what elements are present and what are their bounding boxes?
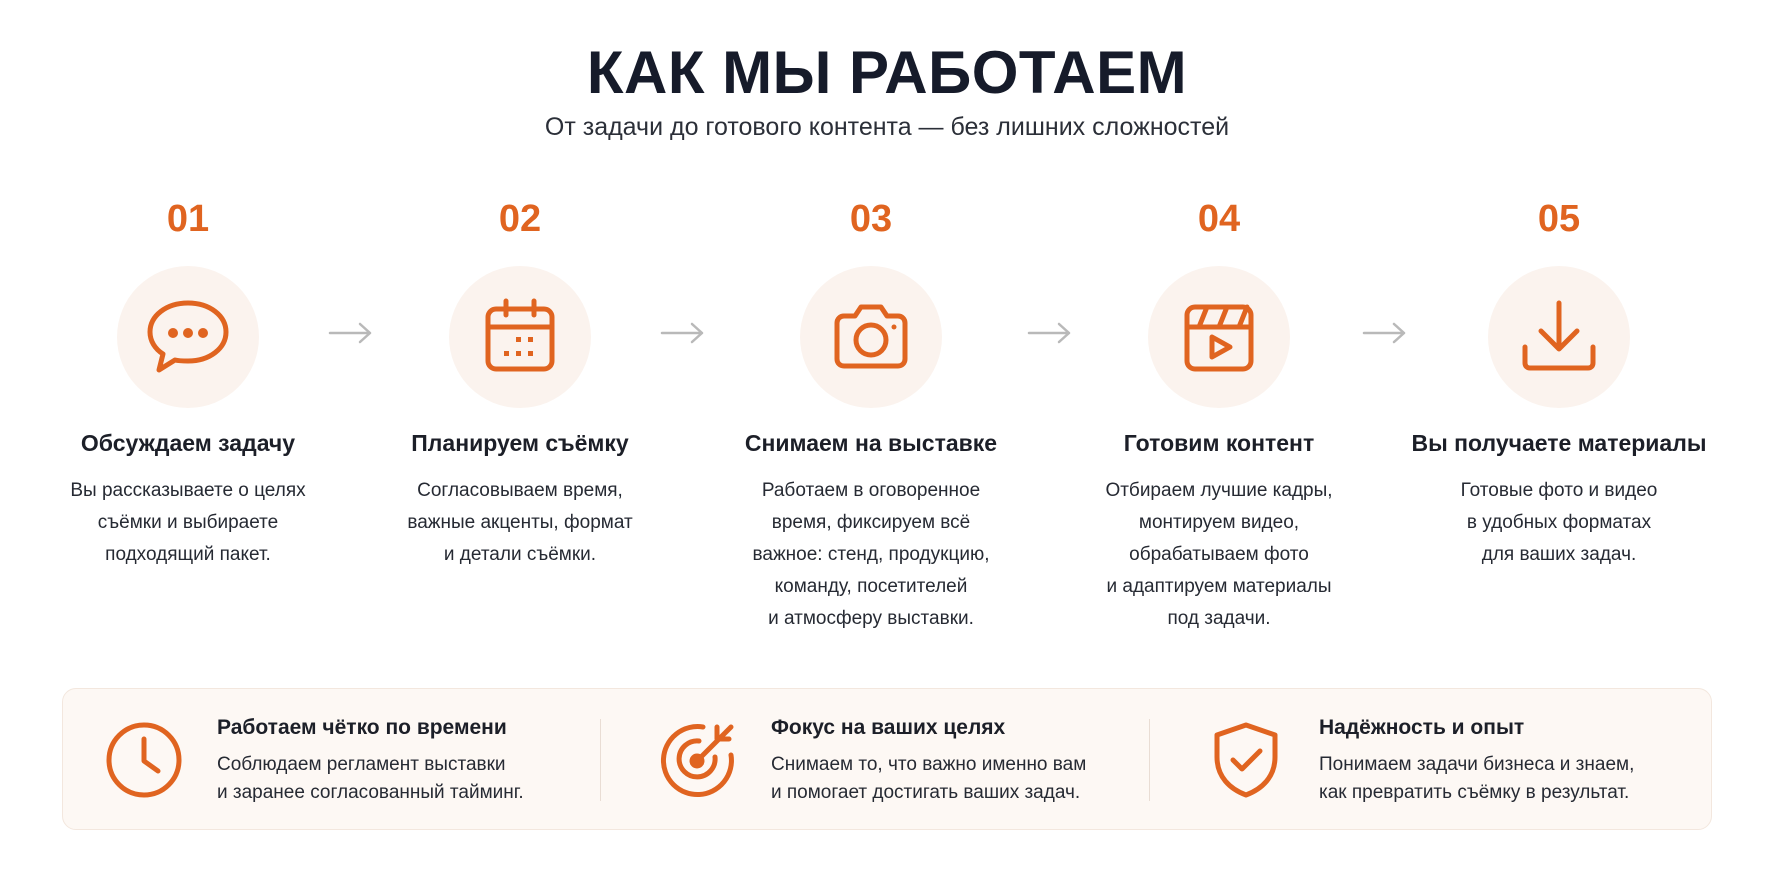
- arrow-right-icon: [1362, 321, 1408, 345]
- arrow-right-icon: [1027, 321, 1073, 345]
- step-title: Вы получаете материалы: [1411, 430, 1707, 456]
- camera-icon: [823, 289, 919, 385]
- shield-check-icon: [1203, 717, 1289, 803]
- step-icon-circle: [449, 266, 591, 408]
- step-description: Вы рассказываете о целях съёмки и выбираете подходящий пакет.: [70, 480, 306, 565]
- step-discuss: [38, 196, 338, 571]
- features-panel: [62, 688, 1712, 830]
- step-title: Снимаем на выставке: [744, 430, 998, 456]
- step-number: 03: [849, 198, 893, 240]
- feature-description: Соблюдаем регламент выставки и заранее согласованный тайминг.: [217, 754, 524, 803]
- clock-icon: [101, 717, 187, 803]
- step-icon-circle: [1488, 266, 1630, 408]
- step-icon-circle: [117, 266, 259, 408]
- clapperboard-icon: [1171, 289, 1267, 385]
- feature-description: Понимаем задачи бизнеса и знаем, как превратить съёмку в результат.: [1319, 754, 1635, 803]
- step-number: 02: [498, 198, 542, 240]
- calendar-icon: [472, 289, 568, 385]
- feature-icon: [101, 717, 187, 803]
- step-number: 04: [1197, 198, 1241, 240]
- step-description: Готовые фото и видео в удобных форматах для ваших задач.: [1460, 480, 1658, 565]
- step-prepare: [1069, 196, 1369, 635]
- target-icon: [655, 717, 741, 803]
- step-title: Обсуждаем задачу: [80, 430, 296, 456]
- divider: [1149, 719, 1150, 801]
- step-number: 05: [1537, 198, 1581, 240]
- page-title: КАК МЫ РАБОТАЕМ: [586, 39, 1188, 106]
- step-icon-circle: [800, 266, 942, 408]
- feature-title: Надёжность и опыт: [1319, 716, 1525, 739]
- step-description: Работаем в оговоренное время, фиксируем всё важное: стенд, продукцию, команду, посетителей и атмосферу выставки.: [752, 480, 990, 629]
- page-subtitle: От задачи до готового контента — без лишних сложностей: [544, 113, 1230, 141]
- feature-title: Фокус на ваших целях: [771, 716, 1006, 739]
- step-description: Согласовываем время, важные акценты, формат и детали съёмки.: [407, 480, 633, 565]
- feature-icon: [1203, 717, 1289, 803]
- feature-icon: [655, 717, 741, 803]
- step-shoot: [721, 196, 1021, 635]
- step-plan: [370, 196, 670, 571]
- divider: [600, 719, 601, 801]
- arrow-right-icon: [328, 321, 374, 345]
- chat-bubble-icon: [140, 289, 236, 385]
- step-receive: [1409, 196, 1709, 571]
- feature-description: Снимаем то, что важно именно вам и помогает достигать ваших задач.: [771, 754, 1087, 803]
- feature-title: Работаем чётко по времени: [217, 716, 507, 739]
- step-title: Готовим контент: [1123, 430, 1315, 456]
- download-icon: [1511, 289, 1607, 385]
- arrow-right-icon: [660, 321, 706, 345]
- step-number: 01: [166, 198, 210, 240]
- step-icon-circle: [1148, 266, 1290, 408]
- step-title: Планируем съёмку: [411, 430, 629, 456]
- step-description: Отбираем лучшие кадры, монтируем видео, обрабатываем фото и адаптируем материалы под задачи.: [1105, 480, 1333, 629]
